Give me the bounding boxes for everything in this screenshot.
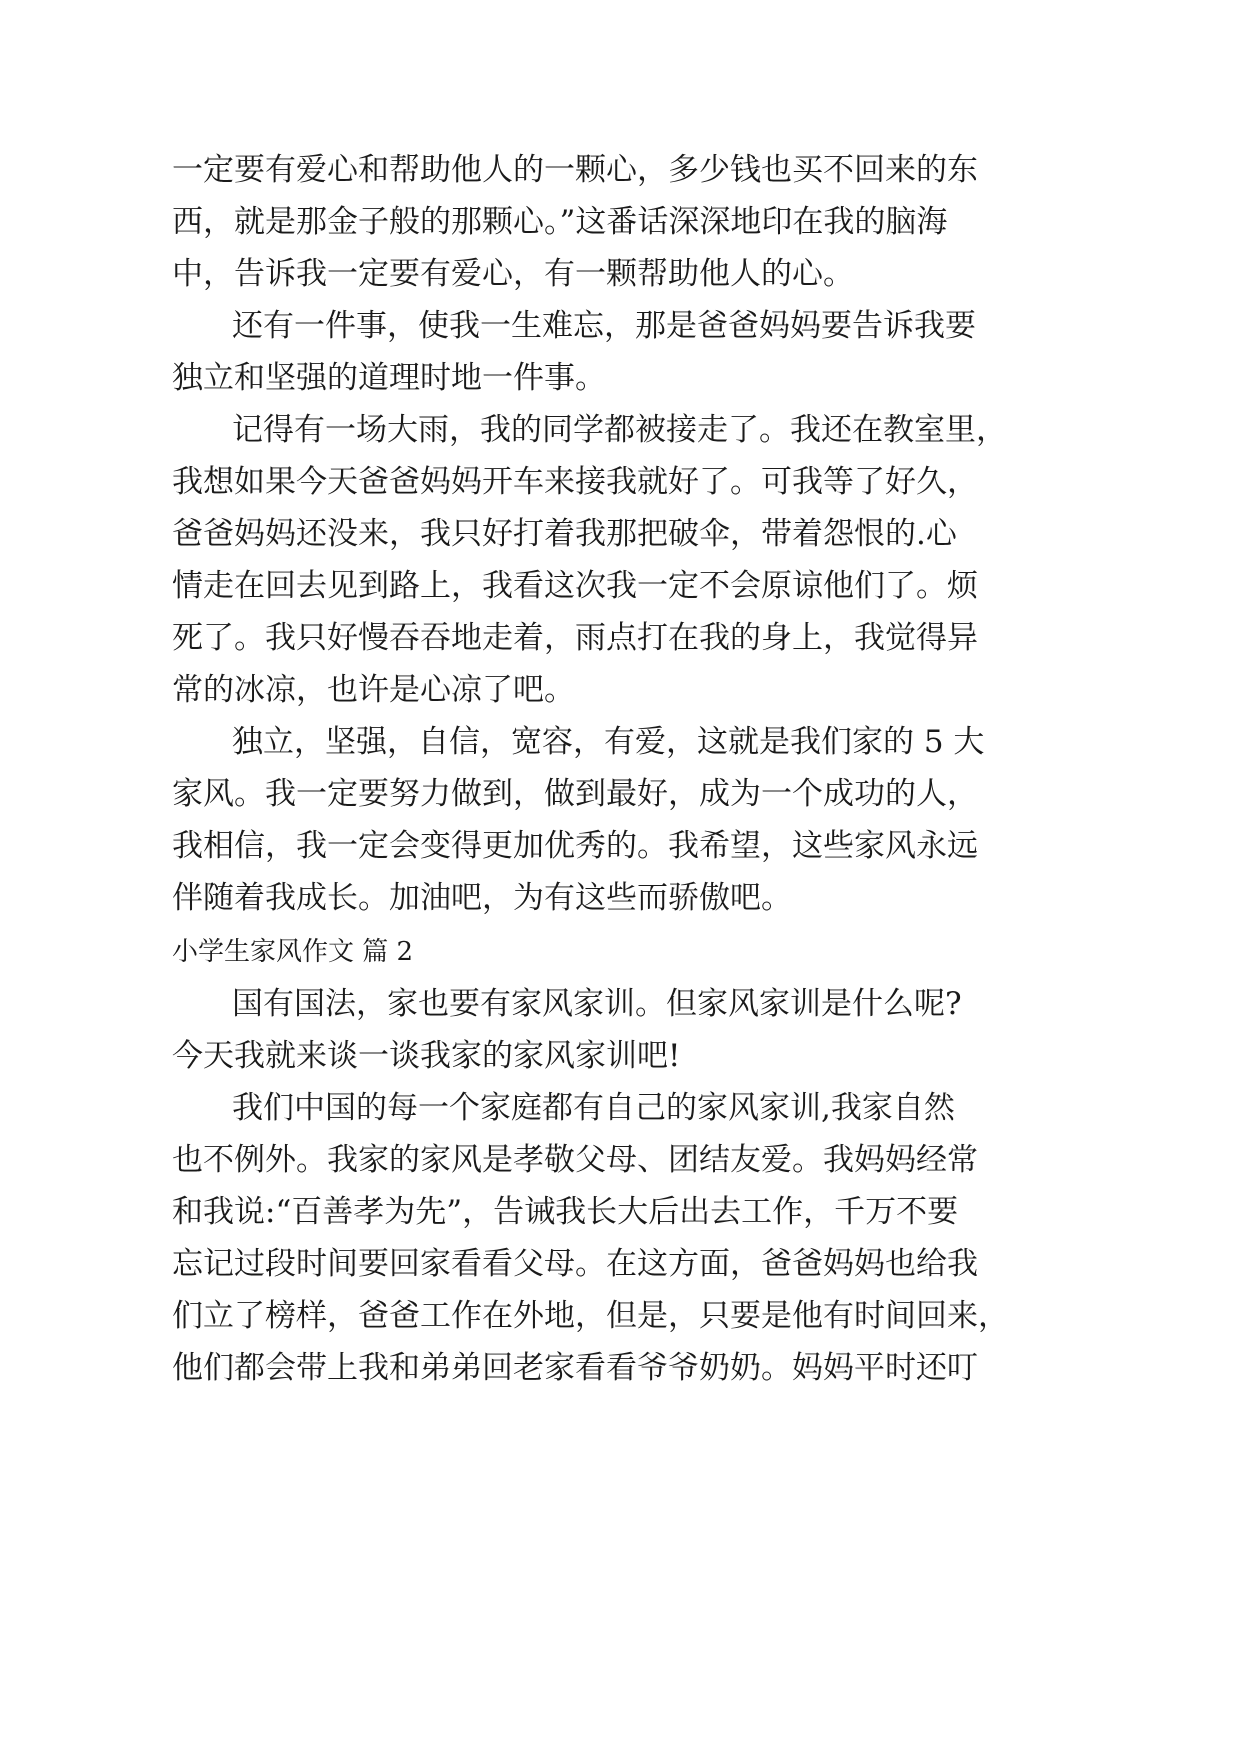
document-page: 一定要有爱心和帮助他人的一颗心，多少钱也买不回来的东 西，就是那金子般的那颗心。”这番话深深地印在我的脑海 中，告诉我一定要有爱心，有一颗帮助他人的心。 还有一件事，使我一生难忘，那是爸爸妈妈要告诉我要 独立和坚强的道理时地一件事。 记得有一场大雨，我的同学都被接走了。我还在教室里， 我想如果今天爸爸妈妈开车来接我就好了。可我等了好久， 爸爸妈妈还没来，我只好打着我那把破伞，带着怨恨的.心 情走在回去见到路上，我看这次我一定不会原谅他们了。烦 死了。我只好慢吞吞地走着，雨点打在我的身上，我觉得异 常的冰凉，也许是心凉了吧。 独立，坚强，自信，宽容，有爱，这就是我们家的 5 大 家风。我一定要努力做到，做到最好，成为一个成功的人， 我相信，我一定会变得更加优秀的。我希望，这些家风永远 伴随着我成长。加油吧，为有这些而骄傲吧。 小学生家风作文 篇 2 国有国法，家也要有家风家训。但家风家训是什么呢? 今天我就来谈一谈我家的家风家训吧! 我们中国的每一个家庭都有自己的家风家训,我家自然 也不例外。我家的家风是孝敬父母、团结友爱。我妈妈经常 和我说:“百善孝为先”，告诫我长大后出去工作，千万不要 忘记过段时间要回家看看父母。在这方面，爸爸妈妈也给我 们立了榜样，爸爸工作在外地，但是，只要是他有时间回来， 他们都会带上我和弟弟回老家看看爷爷奶奶。妈妈平时还叮 xyxy=(172,152,1009,1386)
